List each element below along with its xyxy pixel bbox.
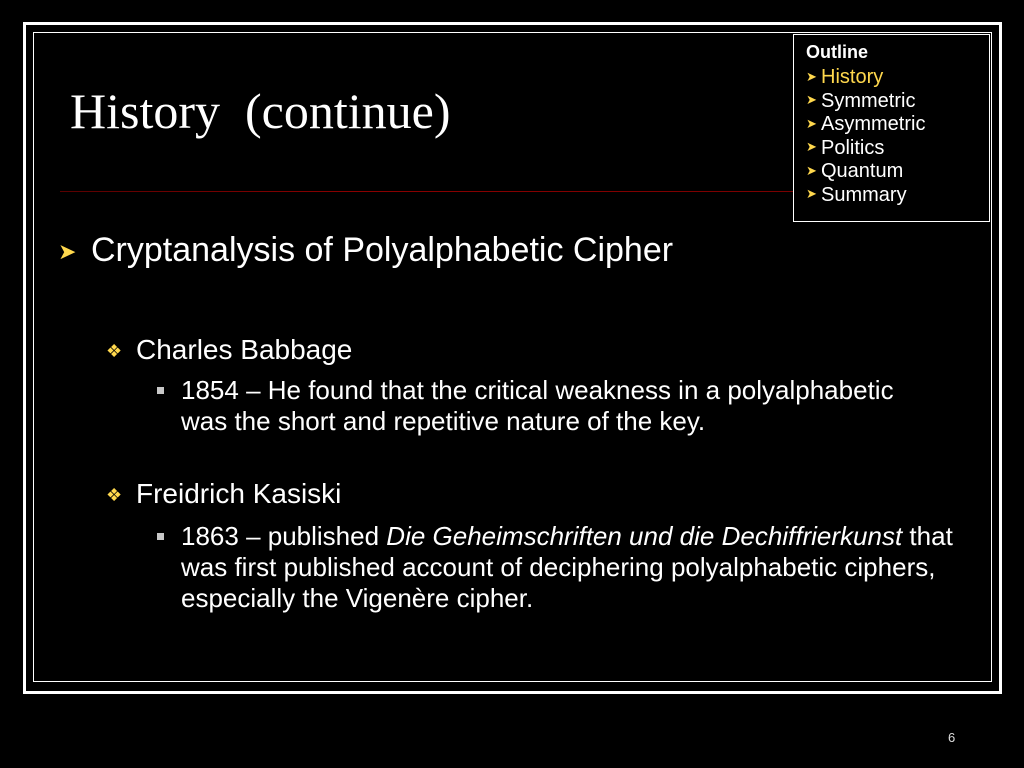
person-note — [181, 521, 966, 614]
outline-heading: Outline — [806, 42, 868, 62]
outline-item-label: Asymmetric — [821, 113, 926, 136]
sub-bullet-babbage — [106, 334, 352, 367]
square-bullet-icon — [157, 375, 181, 394]
person-name: Charles Babbage — [136, 334, 353, 365]
outline-item-summary[interactable] — [806, 184, 989, 208]
main-bullet-text: Cryptanalysis of Polyalphabetic Cipher — [91, 231, 674, 269]
arrow-bullet-icon: ➤ — [58, 239, 77, 264]
leaf-bullet-kasiski — [157, 521, 966, 614]
book-title: Die Geheimschriften und die Dechiffrierkunst — [386, 521, 903, 551]
outline-panel — [793, 34, 990, 222]
person-note: 1854 – He found that the critical weakness in a polyalphabetic was the short and repetitive nature of the key. — [181, 375, 894, 436]
leaf-bullet-babbage — [157, 375, 941, 437]
outline-item-politics[interactable] — [806, 137, 989, 161]
arrow-bullet-icon: ➤ — [806, 68, 817, 84]
arrow-bullet-icon: ➤ — [806, 92, 817, 108]
diamond-bullet-icon: ❖ — [106, 341, 123, 361]
note-suffix: that was first published account of deciphering polyalphabetic ciphers, especially the Vigenère cipher. — [181, 521, 953, 613]
arrow-bullet-icon: ➤ — [806, 115, 817, 131]
page-number: 6 — [948, 730, 956, 745]
outline-item-asymmetric[interactable] — [806, 113, 989, 137]
title-divider — [60, 191, 795, 192]
diamond-bullet-icon: ❖ — [106, 485, 123, 505]
outline-item-label: Symmetric — [821, 89, 916, 112]
note-prefix: 1863 – published — [181, 521, 387, 551]
arrow-bullet-icon: ➤ — [806, 162, 817, 178]
outline-item-label: Quantum — [821, 160, 904, 183]
outline-item-quantum[interactable] — [806, 160, 989, 184]
sub-bullet-kasiski — [106, 478, 341, 511]
square-bullet-icon — [157, 521, 181, 540]
outline-item-label: History — [821, 66, 884, 89]
slide-title: History (continue) — [70, 83, 451, 139]
arrow-bullet-icon: ➤ — [806, 186, 817, 202]
outline-item-label: Summary — [821, 183, 907, 206]
main-bullet — [58, 230, 673, 272]
outline-list — [806, 66, 989, 207]
outline-item-symmetric[interactable] — [806, 90, 989, 114]
outline-item-label: Politics — [821, 136, 885, 159]
outline-item-history[interactable] — [806, 66, 989, 90]
person-name: Freidrich Kasiski — [136, 478, 342, 509]
arrow-bullet-icon: ➤ — [806, 139, 817, 155]
